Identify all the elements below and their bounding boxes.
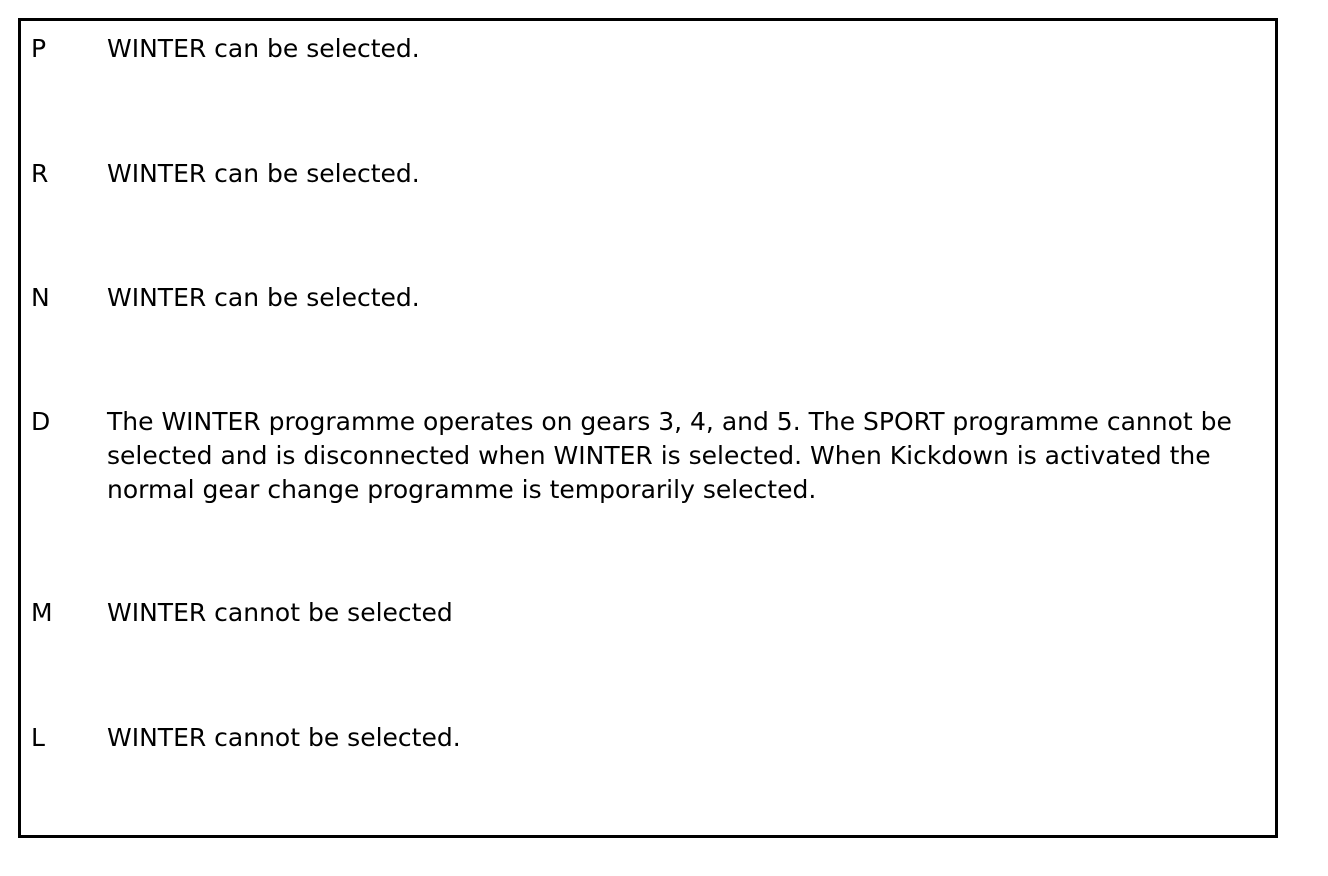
gear-description: WINTER cannot be selected. [107,723,461,752]
gear-label: R [31,159,49,188]
gear-description: The WINTER programme operates on gears 3, 4, and 5. The SPORT programme cannot be selected and is disconnected when WINTER is selected. When Kickdown is activated the normal gear change programme is temporarily selected. [107,407,1232,504]
gear-description: WINTER can be selected. [107,34,420,63]
gear-label: D [31,407,51,436]
gear-description: WINTER cannot be selected [107,598,453,627]
gear-label: L [31,723,45,752]
gear-description: WINTER can be selected. [107,283,420,312]
gear-description: WINTER can be selected. [107,159,420,188]
gear-label: N [31,283,50,312]
gear-label: M [31,598,53,627]
gear-table-frame [18,18,1278,838]
gear-label: P [31,34,47,63]
